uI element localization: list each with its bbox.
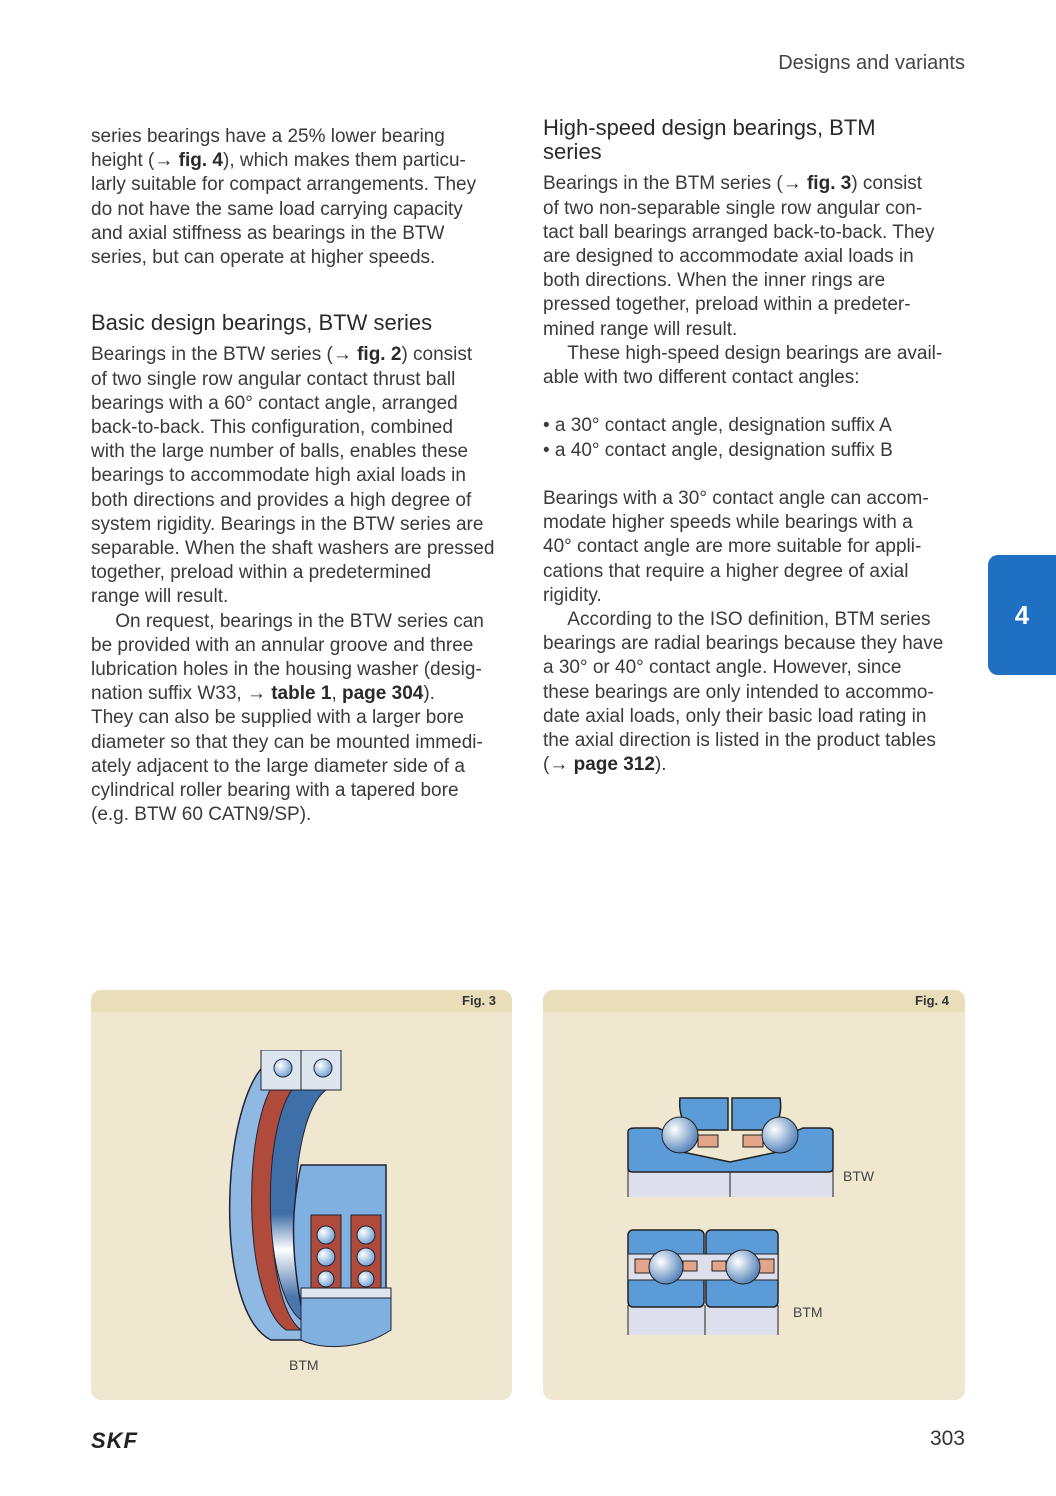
left-column (91, 125, 494, 827)
text-line: Bearings in the BTW series (→ fig. 2) consist (91, 344, 473, 366)
text-line: • a 30° contact angle, designation suffix A (543, 415, 892, 437)
text-line: 40° contact angle are more suitable for appli- (543, 536, 922, 558)
text-line: of two non-separable single row angular con- (543, 197, 923, 219)
text-line: system rigidity. Bearings in the BTW series are (91, 513, 484, 535)
right-column (543, 116, 943, 777)
text-line: these bearings are only intended to accommo- (543, 681, 934, 703)
figure-4 (543, 990, 965, 1400)
text-line: They can also be supplied with a larger bore (91, 707, 464, 729)
btw-btm-cross-section (623, 1090, 843, 1340)
text-line: series bearings have a 25% lower bearing (91, 126, 445, 147)
figure-label: Fig. 4 (543, 990, 965, 1012)
text-line: bearings are radial bearings because they have (543, 633, 944, 655)
btm-bearing-illustration (211, 1050, 401, 1350)
text-line: range will result. (91, 586, 229, 608)
text-line: cations that require a higher degree of axial (543, 560, 909, 582)
text-line: According to the ISO definition, BTM series (543, 609, 931, 631)
text-line: able with two different contact angles: (543, 367, 860, 389)
text-line: bearings with a 60° contact angle, arranged (91, 392, 458, 414)
skf-logo: SKF (91, 1428, 138, 1453)
figure-caption-btw: BTW (843, 1168, 875, 1184)
text-line: rigidity. (543, 584, 602, 606)
text-line (543, 390, 943, 414)
text-line (543, 463, 943, 487)
cross-reference-link[interactable]: → fig. 3 (782, 173, 852, 195)
section-heading-btw: Basic design bearings, BTW series (91, 310, 433, 336)
text-line: nation suffix W33, → table 1, page 304). (91, 683, 435, 705)
cross-reference-link[interactable]: → table 1 (246, 683, 332, 705)
text-line: Bearings with a 30° contact angle can accom- (543, 488, 929, 510)
text-line: with the large number of balls, enables these (91, 441, 469, 463)
running-header: Designs and variants (778, 52, 965, 74)
text-line: a 30° or 40° contact angle. However, since (543, 657, 902, 679)
text-line: pressed together, preload within a predeter- (543, 294, 911, 316)
text-line: cylindrical roller bearing with a tapered bore (91, 780, 459, 802)
btm-paragraph (543, 172, 943, 777)
text-line: height (→ fig. 4), which makes them particu- (91, 150, 466, 172)
cross-reference-link[interactable]: page 304 (342, 683, 424, 705)
text-line: are designed to accommodate axial loads in (543, 246, 914, 268)
page-number: 303 (929, 1427, 965, 1450)
heading-line: series (543, 139, 602, 165)
text-line: Bearings in the BTM series (→ fig. 3) consist (543, 173, 923, 195)
text-line: be provided with an annular groove and three (91, 634, 474, 656)
text-line: date axial loads, only their basic load rating in (543, 705, 927, 727)
text-line: larly suitable for compact arrangements. They (91, 174, 477, 196)
text-line: together, preload within a predetermined (91, 562, 432, 584)
text-line: (e.g. BTW 60 CATN9/SP). (91, 804, 312, 826)
text-line: back-to-back. This configuration, combined (91, 417, 453, 439)
text-line: On request, bearings in the BTW series can (91, 610, 484, 632)
text-line: ately adjacent to the large diameter side of a (91, 755, 465, 777)
text-line: and axial stiffness as bearings in the BTW (91, 222, 445, 244)
heading-line: High-speed design bearings, BTM (543, 115, 876, 140)
text-line: series, but can operate at higher speeds. (91, 247, 436, 269)
figure-3 (91, 990, 512, 1400)
cross-reference-link[interactable]: → fig. 2 (332, 344, 402, 366)
text-line: do not have the same load carrying capacity (91, 198, 463, 220)
text-line: (→ page 312). (543, 754, 667, 776)
text-line: separable. When the shaft washers are pressed (91, 538, 495, 560)
text-line: modate higher speeds while bearings with a (543, 512, 913, 534)
text-line: of two single row angular contact thrust ball (91, 368, 456, 390)
figure-caption-btm: BTM (793, 1304, 823, 1320)
cross-reference-link[interactable]: → fig. 4 (154, 150, 223, 172)
section-heading-btm (543, 116, 943, 164)
text-line: both directions and provides a high degree of (91, 489, 472, 511)
text-line: lubrication holes in the housing washer (desig- (91, 659, 482, 681)
intro-paragraph (91, 125, 494, 270)
text-line: These high-speed design bearings are avail- (543, 342, 943, 364)
text-line: bearings to accommodate high axial loads in (91, 465, 466, 487)
cross-reference-link[interactable]: → page 312 (549, 754, 655, 776)
figure-label: Fig. 3 (91, 990, 512, 1012)
text-line: the axial direction is listed in the product tables (543, 730, 936, 752)
text-line: both directions. When the inner rings are (543, 270, 886, 292)
text-line: diameter so that they can be mounted immedi- (91, 731, 483, 753)
figure-caption: BTM (289, 1357, 319, 1373)
text-line: • a 40° contact angle, designation suffix B (543, 439, 893, 461)
text-line: mined range will result. (543, 318, 738, 340)
btw-paragraph (91, 343, 494, 827)
chapter-tab[interactable]: 4 (988, 555, 1056, 675)
text-line: tact ball bearings arranged back-to-back. They (543, 221, 935, 243)
